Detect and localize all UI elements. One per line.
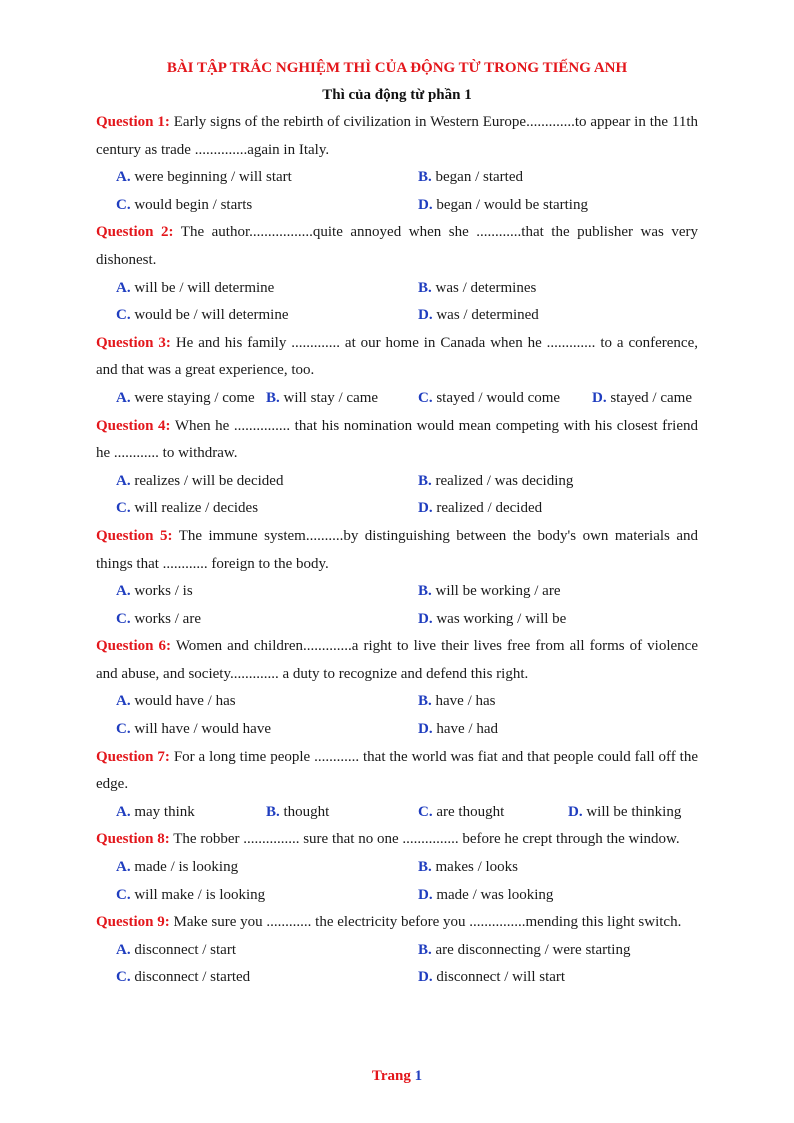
options-row bbox=[96, 854, 698, 882]
options-row bbox=[96, 468, 698, 496]
option-a[interactable] bbox=[116, 164, 292, 192]
option-b[interactable] bbox=[418, 937, 630, 965]
option-letter: D. bbox=[418, 307, 433, 324]
option-letter: B. bbox=[418, 279, 432, 296]
option-letter: C. bbox=[116, 500, 131, 517]
page-subtitle: Thì của động từ phần 1 bbox=[322, 87, 472, 103]
option-text: disconnect / started bbox=[134, 969, 251, 986]
question-stem bbox=[96, 330, 698, 385]
footer-page-number: 1 bbox=[414, 1068, 423, 1084]
option-d[interactable] bbox=[418, 495, 542, 523]
question-text: Make sure you ............ the electricity before you ...............mending this light switch. bbox=[173, 914, 682, 931]
question-label: Question 2: bbox=[96, 224, 174, 241]
options-row bbox=[96, 275, 698, 303]
options-row bbox=[96, 716, 698, 744]
question-1 bbox=[96, 109, 698, 219]
option-letter: C. bbox=[418, 389, 433, 406]
option-d[interactable] bbox=[418, 302, 539, 330]
option-text: would be / will determine bbox=[134, 307, 289, 324]
option-c[interactable] bbox=[418, 385, 560, 413]
option-a[interactable] bbox=[116, 468, 283, 496]
option-d[interactable] bbox=[568, 799, 681, 827]
options-row bbox=[96, 164, 698, 192]
option-text: was working / will be bbox=[436, 610, 567, 627]
option-a[interactable] bbox=[116, 854, 238, 882]
option-letter: D. bbox=[418, 196, 433, 213]
option-b[interactable] bbox=[418, 854, 518, 882]
option-letter: A. bbox=[116, 941, 131, 958]
options-row bbox=[96, 578, 698, 606]
options-row bbox=[96, 964, 698, 992]
question-6 bbox=[96, 633, 698, 743]
question-stem bbox=[96, 633, 698, 688]
option-text: have / has bbox=[435, 693, 496, 710]
option-a[interactable] bbox=[116, 688, 236, 716]
footer-label: Trang bbox=[371, 1068, 411, 1084]
option-b[interactable] bbox=[418, 164, 523, 192]
question-label: Question 4: bbox=[96, 417, 171, 434]
options-row bbox=[96, 799, 698, 827]
question-text: Women and children.............a right to live their lives free from all forms of violence and abuse, and society............. a duty to recognize and defend this right. bbox=[96, 638, 698, 682]
option-text: would begin / starts bbox=[134, 196, 253, 213]
page-footer bbox=[0, 1068, 794, 1085]
question-label: Question 5: bbox=[96, 527, 173, 544]
option-letter: B. bbox=[266, 803, 280, 820]
option-text: realized / was deciding bbox=[435, 472, 574, 489]
question-4 bbox=[96, 413, 698, 523]
option-text: are disconnecting / were starting bbox=[435, 941, 631, 958]
option-letter: A. bbox=[116, 583, 131, 600]
question-8 bbox=[96, 826, 698, 909]
option-text: works / is bbox=[134, 583, 193, 600]
option-text: realized / decided bbox=[436, 500, 543, 517]
option-text: realizes / will be decided bbox=[134, 472, 284, 489]
option-c[interactable] bbox=[116, 192, 252, 220]
options-row bbox=[96, 495, 698, 523]
option-d[interactable] bbox=[592, 385, 692, 413]
option-letter: D. bbox=[418, 886, 433, 903]
option-text: will stay / came bbox=[283, 389, 379, 406]
question-7 bbox=[96, 744, 698, 827]
option-text: began / would be starting bbox=[436, 196, 588, 213]
option-d[interactable] bbox=[418, 716, 498, 744]
question-stem bbox=[96, 826, 698, 854]
question-label: Question 6: bbox=[96, 638, 172, 655]
option-c[interactable] bbox=[116, 716, 271, 744]
option-letter: D. bbox=[418, 721, 433, 738]
question-9 bbox=[96, 909, 698, 992]
worksheet bbox=[96, 55, 698, 992]
question-text: He and his family ............. at our home in Canada when he ............. to a conference, and that was a great experience, too. bbox=[96, 334, 698, 379]
option-b[interactable] bbox=[418, 688, 496, 716]
option-letter: B. bbox=[266, 389, 280, 406]
question-label: Question 7: bbox=[96, 748, 170, 765]
option-c[interactable] bbox=[116, 606, 201, 634]
options-row bbox=[96, 882, 698, 910]
option-text: will be thinking bbox=[586, 803, 682, 820]
option-text: stayed / came bbox=[610, 389, 692, 406]
option-letter: C. bbox=[418, 803, 433, 820]
option-letter: B. bbox=[418, 693, 432, 710]
option-b[interactable] bbox=[266, 385, 378, 413]
option-text: were staying / come bbox=[134, 389, 255, 406]
question-text: The author.................quite annoyed when she ............that the publisher was very dishonest. bbox=[96, 224, 698, 268]
question-text: The immune system..........by distinguishing between the body's own materials and things that ............ foreign to the body. bbox=[96, 527, 699, 572]
option-letter: A. bbox=[116, 279, 131, 296]
question-label: Question 1: bbox=[96, 114, 170, 130]
option-text: will be working / are bbox=[435, 583, 561, 600]
option-letter: C. bbox=[116, 886, 131, 903]
option-letter: C. bbox=[116, 196, 131, 213]
option-a[interactable] bbox=[116, 937, 236, 965]
question-5 bbox=[96, 523, 698, 633]
option-text: may think bbox=[134, 803, 195, 820]
question-stem bbox=[96, 744, 698, 799]
option-text: will realize / decides bbox=[134, 500, 259, 517]
option-d[interactable] bbox=[418, 606, 566, 634]
option-letter: D. bbox=[592, 389, 607, 406]
option-letter: C. bbox=[116, 610, 131, 627]
question-stem bbox=[96, 413, 698, 468]
question-text: When he ............... that his nomination would mean competing with his closest friend he ............ to withdraw. bbox=[96, 417, 698, 462]
option-letter: D. bbox=[418, 500, 433, 517]
question-stem bbox=[96, 109, 698, 164]
option-letter: A. bbox=[116, 859, 131, 876]
option-letter: D. bbox=[418, 969, 433, 986]
options-row bbox=[96, 937, 698, 965]
option-letter: B. bbox=[418, 472, 432, 489]
option-text: have / had bbox=[436, 721, 498, 738]
question-stem bbox=[96, 523, 698, 578]
option-letter: D. bbox=[568, 803, 583, 820]
option-text: will be / will determine bbox=[134, 279, 275, 296]
option-d[interactable] bbox=[418, 192, 588, 220]
question-stem bbox=[96, 219, 698, 274]
option-a[interactable] bbox=[116, 275, 274, 303]
option-b[interactable] bbox=[266, 799, 329, 827]
option-d[interactable] bbox=[418, 882, 553, 910]
option-letter: A. bbox=[116, 389, 131, 406]
option-text: made / was looking bbox=[436, 886, 554, 903]
option-text: works / are bbox=[134, 610, 201, 627]
option-letter: C. bbox=[116, 969, 131, 986]
option-text: disconnect / will start bbox=[436, 969, 566, 986]
option-text: was / determined bbox=[436, 307, 539, 324]
question-label: Question 9: bbox=[96, 914, 170, 931]
option-text: began / started bbox=[435, 169, 523, 186]
question-2 bbox=[96, 219, 698, 329]
option-text: thought bbox=[283, 803, 330, 820]
option-letter: C. bbox=[116, 721, 131, 738]
option-a[interactable] bbox=[116, 799, 195, 827]
option-text: stayed / would come bbox=[436, 389, 561, 406]
option-text: disconnect / start bbox=[134, 941, 236, 958]
option-letter: A. bbox=[116, 693, 131, 710]
option-letter: B. bbox=[418, 169, 432, 186]
option-a[interactable] bbox=[116, 578, 193, 606]
question-text: Early signs of the rebirth of civilization in Western Europe.............to appear in the 11th century as trade ..............again in Italy. bbox=[96, 114, 699, 158]
option-letter: A. bbox=[116, 803, 131, 820]
question-list bbox=[96, 109, 698, 992]
question-stem bbox=[96, 909, 698, 937]
option-b[interactable] bbox=[418, 468, 573, 496]
option-c[interactable] bbox=[418, 799, 504, 827]
option-b[interactable] bbox=[418, 578, 560, 606]
option-c[interactable] bbox=[116, 964, 250, 992]
option-c[interactable] bbox=[116, 302, 288, 330]
option-letter: C. bbox=[116, 307, 131, 324]
options-row bbox=[96, 688, 698, 716]
option-letter: A. bbox=[116, 472, 131, 489]
options-row bbox=[96, 302, 698, 330]
option-a[interactable] bbox=[116, 385, 255, 413]
page-title: BÀI TẬP TRẮC NGHIỆM THÌ CỦA ĐỘNG TỪ TRONG TIẾNG ANH bbox=[166, 60, 628, 76]
question-text: The robber ............... sure that no one ............... before he crept through the window. bbox=[173, 831, 680, 848]
option-text: were beginning / will start bbox=[134, 169, 292, 186]
option-text: will have / would have bbox=[134, 721, 271, 738]
option-text: makes / looks bbox=[435, 859, 519, 876]
option-letter: A. bbox=[116, 169, 131, 186]
question-3 bbox=[96, 330, 698, 413]
option-b[interactable] bbox=[418, 275, 536, 303]
option-letter: D. bbox=[418, 610, 433, 627]
option-text: will make / is looking bbox=[134, 886, 266, 903]
option-letter: B. bbox=[418, 859, 432, 876]
option-text: would have / has bbox=[134, 693, 236, 710]
option-letter: B. bbox=[418, 583, 432, 600]
option-letter: B. bbox=[418, 941, 432, 958]
question-text: For a long time people ............ that the world was fiat and that people could fall off the edge. bbox=[96, 748, 698, 793]
option-text: was / determines bbox=[435, 279, 537, 296]
option-d[interactable] bbox=[418, 964, 565, 992]
option-c[interactable] bbox=[116, 495, 258, 523]
question-label: Question 8: bbox=[96, 831, 170, 848]
option-text: made / is looking bbox=[134, 859, 239, 876]
option-text: are thought bbox=[436, 803, 505, 820]
option-c[interactable] bbox=[116, 882, 265, 910]
options-row bbox=[96, 192, 698, 220]
question-label: Question 3: bbox=[96, 334, 171, 351]
options-row bbox=[96, 606, 698, 634]
options-row bbox=[96, 385, 698, 413]
